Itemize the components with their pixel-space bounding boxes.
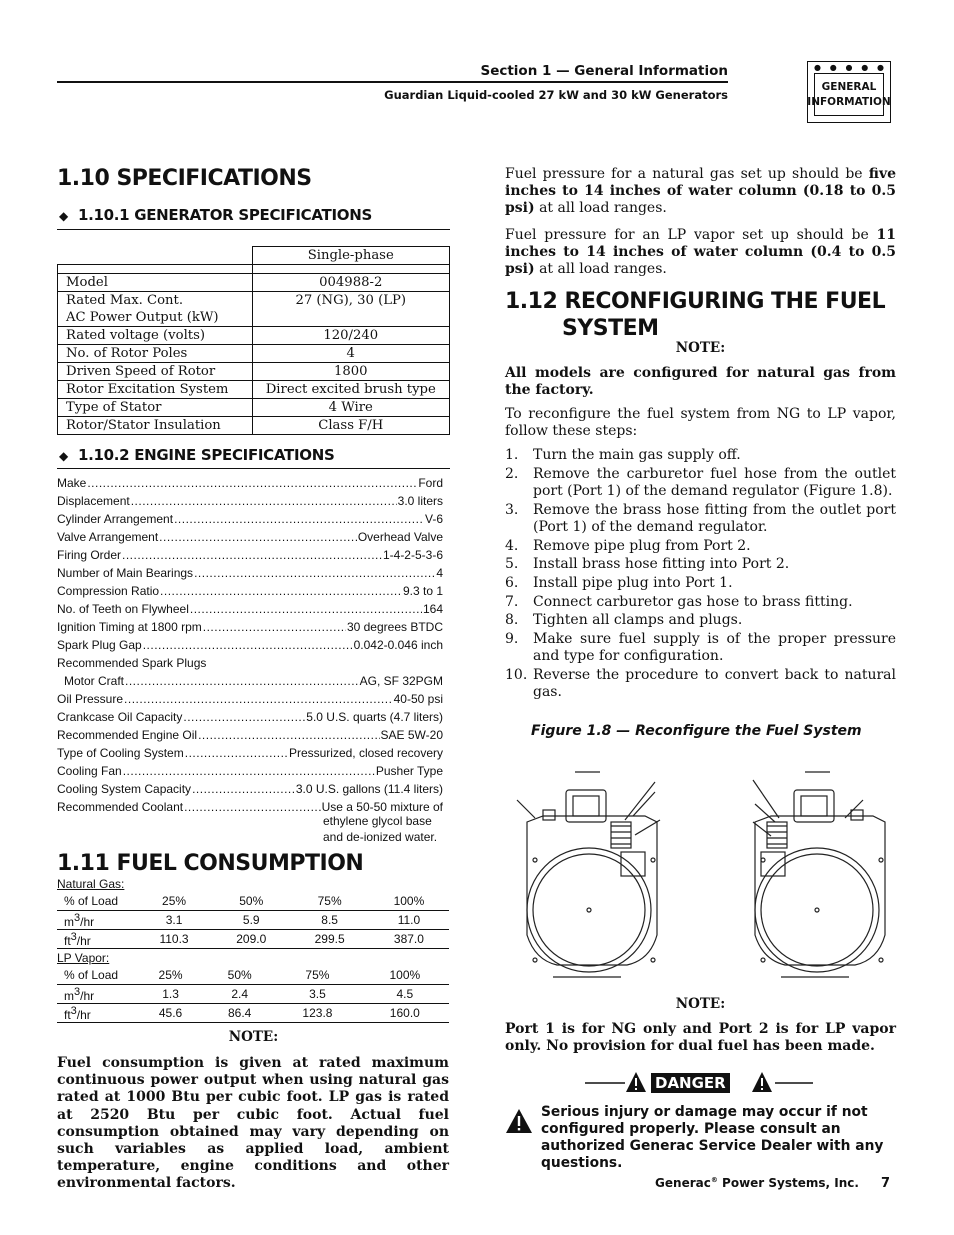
table-row: No. of Rotor Poles 4 <box>58 345 450 363</box>
section-1-11-title: 1.11 FUEL CONSUMPTION <box>57 851 364 876</box>
engine-spec-label: Displacement <box>57 494 130 508</box>
dot-leader <box>160 584 402 598</box>
reconfig-steps <box>505 447 896 703</box>
engine-spec-row <box>57 544 443 562</box>
table-row: % of Load 25% 50% 75% 100% <box>57 966 449 985</box>
engine-spec-value: Pressurized, closed recovery <box>288 746 443 760</box>
engine-spec-row <box>57 724 443 742</box>
list-item: 4. Remove pipe plug from Port 2. <box>505 537 751 554</box>
header-section-title: Section 1 — General Information <box>480 63 728 79</box>
dot-leader <box>174 512 424 526</box>
dot-leader <box>131 494 397 508</box>
subsection-rule <box>57 229 450 230</box>
dot-leader <box>194 566 435 580</box>
subsection-1-10-1-title: ◆ 1.10.1 GENERATOR SPECIFICATIONS <box>59 206 372 224</box>
list-item: 9. Make sure fuel supply is of the proper pressure and type for configuration. <box>505 631 896 665</box>
natural-gas-label: Natural Gas: <box>57 877 125 891</box>
engine-spec-continuation: and de-ionized water. <box>323 830 438 844</box>
engine-spec-row <box>57 670 443 688</box>
table-row: Model 004988-2 <box>58 274 450 292</box>
dot-leader <box>184 800 321 814</box>
list-item: 1. Turn the main gas supply off. <box>505 447 741 463</box>
warning-triangle-icon <box>751 1071 773 1093</box>
engine-spec-label: Motor Craft <box>64 674 125 688</box>
engine-spec-value: SAE 5W-20 <box>380 728 443 742</box>
engine-spec-value: 5.0 U.S. quarts (4.7 liters) <box>306 710 443 724</box>
dot-leader <box>122 548 382 562</box>
dot-leader <box>190 602 422 616</box>
lp-pressure-paragraph: Fuel pressure for an LP vapor set up should be 11 inches to 14 inches of water column (0.4 to 0.5 psi) at all load ranges. <box>505 227 896 278</box>
engine-spec-label: Compression Ratio <box>57 584 160 598</box>
engine-spec-value: Ford <box>418 476 443 490</box>
fuel-note-heading: NOTE: <box>228 1029 279 1045</box>
danger-label: DANGER <box>651 1073 730 1093</box>
engine-spec-row <box>57 526 443 544</box>
engine-spec-value: Pusher Type <box>375 764 443 778</box>
dot-leader <box>124 692 393 706</box>
engine-spec-value: 9.3 to 1 <box>402 584 443 598</box>
engine-spec-row <box>57 562 443 580</box>
diamond-bullet-icon: ◆ <box>59 449 68 463</box>
generator-spec-table <box>57 246 450 435</box>
engine-spec-value: 4 <box>436 566 443 580</box>
footer <box>0 1176 890 1191</box>
engine-spec-label: Oil Pressure <box>57 692 124 706</box>
table-row: Rated Max. Cont. AC Power Output (kW) 27 (NG), 30 (LP) <box>58 292 450 327</box>
section-1-12-title: 1.12 RECONFIGURING THE FUEL SYSTEM <box>505 289 886 341</box>
engine-spec-row <box>57 598 443 616</box>
table-row: $m^3/hr$ 1.3 2.4 3.5 4.5 <box>57 985 449 1004</box>
tab-holes: ● ● ● ● ● <box>814 63 884 72</box>
table-row: $ft^3/hr$ 110.3 209.0 299.5 387.0 <box>57 930 449 949</box>
dot-leader <box>185 746 288 760</box>
engine-spec-row <box>57 778 443 796</box>
dot-leader <box>125 674 359 688</box>
engine-spec-label: Ignition Timing at 1800 rpm <box>57 620 202 634</box>
warning-triangle-icon <box>505 1108 533 1134</box>
engine-spec-value: 30 degrees BTDC <box>346 620 443 634</box>
subsection-rule <box>57 468 450 469</box>
engine-spec-label: Recommended Engine Oil <box>57 728 198 742</box>
regulator-figure <box>505 760 900 985</box>
engine-spec-row <box>57 616 443 634</box>
warning-triangle-icon <box>625 1071 647 1093</box>
dot-leader <box>159 530 357 544</box>
list-item: 3. Remove the brass hose fitting from the outlet port (Port 1) of the demand regulator. <box>505 501 896 535</box>
subsection-1-10-2-title: ◆ 1.10.2 ENGINE SPECIFICATIONS <box>59 446 335 464</box>
engine-spec-label: Crankcase Oil Capacity <box>57 710 183 724</box>
lp-vapor-table <box>57 966 449 1023</box>
engine-spec-label: Recommended Spark Plugs <box>57 656 207 670</box>
engine-spec-row <box>57 652 443 670</box>
list-item: 2. Remove the carburetor fuel hose from the outlet port (Port 1) of the demand regulator (Figure 1.8). <box>505 465 896 499</box>
engine-spec-label: No. of Teeth on Flywheel <box>57 602 189 616</box>
engine-spec-row <box>57 634 443 652</box>
list-item: 7. Connect carburetor gas hose to brass fitting. <box>505 593 853 610</box>
footer-company: Generac® Power Systems, Inc. <box>655 1176 859 1190</box>
engine-spec-label: Recommended Coolant <box>57 800 184 814</box>
engine-spec-value: AG, SF 32PGM <box>359 674 443 688</box>
header-subtitle: Guardian Liquid-cooled 27 kW and 30 kW Generators <box>384 88 728 102</box>
list-item: 8. Tighten all clamps and plugs. <box>505 612 743 629</box>
dot-leader <box>198 728 379 742</box>
engine-spec-row <box>57 580 443 598</box>
engine-spec-value: Overhead Valve <box>357 530 443 544</box>
dot-leader <box>143 638 353 652</box>
figure-caption: Figure 1.8 — Reconfigure the Fuel System <box>531 723 862 739</box>
regulator-right-drawing <box>753 772 885 977</box>
fuel-note-text: Fuel consumption is given at rated maximum continuous power output when using natural gas rated at 1000 Btu per cubic foot. LP gas is rated at 2520 Btu per cubic foot. Actual fuel consumption obtained may vary depending on such variables as applied load, ambient temperature, engine conditions and other environmental factors. <box>57 1055 449 1192</box>
table-row: Driven Speed of Rotor 1800 <box>58 363 450 381</box>
header-rule <box>57 81 728 83</box>
page-number: 7 <box>880 1176 890 1191</box>
table-row: Type of Stator 4 Wire <box>58 399 450 417</box>
section-tab <box>807 61 891 123</box>
engine-spec-row <box>57 490 443 508</box>
lp-vapor-label: LP Vapor: <box>57 951 110 965</box>
table-row: Rotor Excitation System Direct excited brush type <box>58 381 450 399</box>
engine-spec-label: Cooling Fan <box>57 764 122 778</box>
ng-pressure-paragraph: Fuel pressure for a natural gas set up should be five inches to 14 inches of water column (0.18 to 0.5 psi) at all load ranges. <box>505 166 896 217</box>
dot-leader <box>87 476 417 490</box>
danger-banner <box>585 1070 813 1096</box>
engine-spec-value: V-6 <box>424 512 443 526</box>
dot-leader <box>183 710 305 724</box>
danger-text: Serious injury or damage may occur if not configured properly. Please consult an authorized Generac Service Dealer with any questions. <box>541 1104 884 1171</box>
engine-spec-label: Valve Arrangement <box>57 530 159 544</box>
engine-spec-value: 1-4-2-5-3-6 <box>382 548 443 562</box>
reconfig-intro: To reconfigure the fuel system from NG to LP vapor, follow these steps: <box>505 406 896 440</box>
dot-leader <box>123 764 375 778</box>
table-row <box>58 247 450 265</box>
engine-spec-value: Use a 50-50 mixture of <box>321 800 443 814</box>
table-row: Rotor/Stator Insulation Class F/H <box>58 417 450 435</box>
reconfig-note-heading: NOTE: <box>675 340 726 356</box>
engine-spec-label: Spark Plug Gap <box>57 638 142 652</box>
engine-spec-label: Firing Order <box>57 548 122 562</box>
table-header: Single-phase <box>252 247 450 265</box>
engine-spec-label: Cylinder Arrangement <box>57 512 174 526</box>
engine-spec-label: Type of Cooling System <box>57 746 184 760</box>
dot-leader <box>192 782 295 796</box>
reconfig-note-text: All models are configured for natural gas from the factory. <box>505 365 896 399</box>
engine-spec-continuation: ethylene glycol base <box>323 814 432 828</box>
regulator-left-drawing <box>517 772 660 977</box>
engine-spec-row <box>57 688 443 706</box>
engine-spec-row <box>57 508 443 526</box>
table-row: % of Load 25% 50% 75% 100% <box>57 892 449 911</box>
port-note-heading: NOTE: <box>675 996 726 1012</box>
engine-spec-row <box>57 742 443 760</box>
engine-spec-list <box>57 472 443 846</box>
natural-gas-table <box>57 892 449 949</box>
port-note-text: Port 1 is for NG only and Port 2 is for LP vapor only. No provision for dual fuel has been made. <box>505 1021 896 1055</box>
engine-spec-label: Number of Main Bearings <box>57 566 194 580</box>
table-row: Rated voltage (volts) 120/240 <box>58 327 450 345</box>
engine-spec-label: Make <box>57 476 87 490</box>
table-row: $ft^3/hr$ 45.6 86.4 123.8 160.0 <box>57 1004 449 1023</box>
engine-spec-value: 164 <box>422 602 443 616</box>
table-row: $m^3/hr$ 3.1 5.9 8.5 11.0 <box>57 911 449 930</box>
engine-spec-label: Cooling System Capacity <box>57 782 192 796</box>
engine-spec-row <box>57 706 443 724</box>
engine-spec-row <box>57 760 443 778</box>
list-item: 10. Reverse the procedure to convert back to natural gas. <box>505 666 896 701</box>
engine-spec-value: 3.0 U.S. gallons (11.4 liters) <box>295 782 443 796</box>
engine-spec-row <box>57 472 443 490</box>
engine-spec-value: 0.042-0.046 inch <box>353 638 443 652</box>
engine-spec-value: 3.0 liters <box>397 494 443 508</box>
section-1-10-title: 1.10 SPECIFICATIONS <box>57 166 312 191</box>
dot-leader <box>203 620 346 634</box>
engine-spec-row <box>57 796 443 814</box>
engine-spec-value: 40-50 psi <box>393 692 443 706</box>
diamond-bullet-icon: ◆ <box>59 209 68 223</box>
list-item: 5. Install brass hose fitting into Port 2. <box>505 556 790 573</box>
section-tab-label: GENERAL INFORMATION <box>814 73 884 116</box>
list-item: 6. Install pipe plug into Port 1. <box>505 574 733 591</box>
